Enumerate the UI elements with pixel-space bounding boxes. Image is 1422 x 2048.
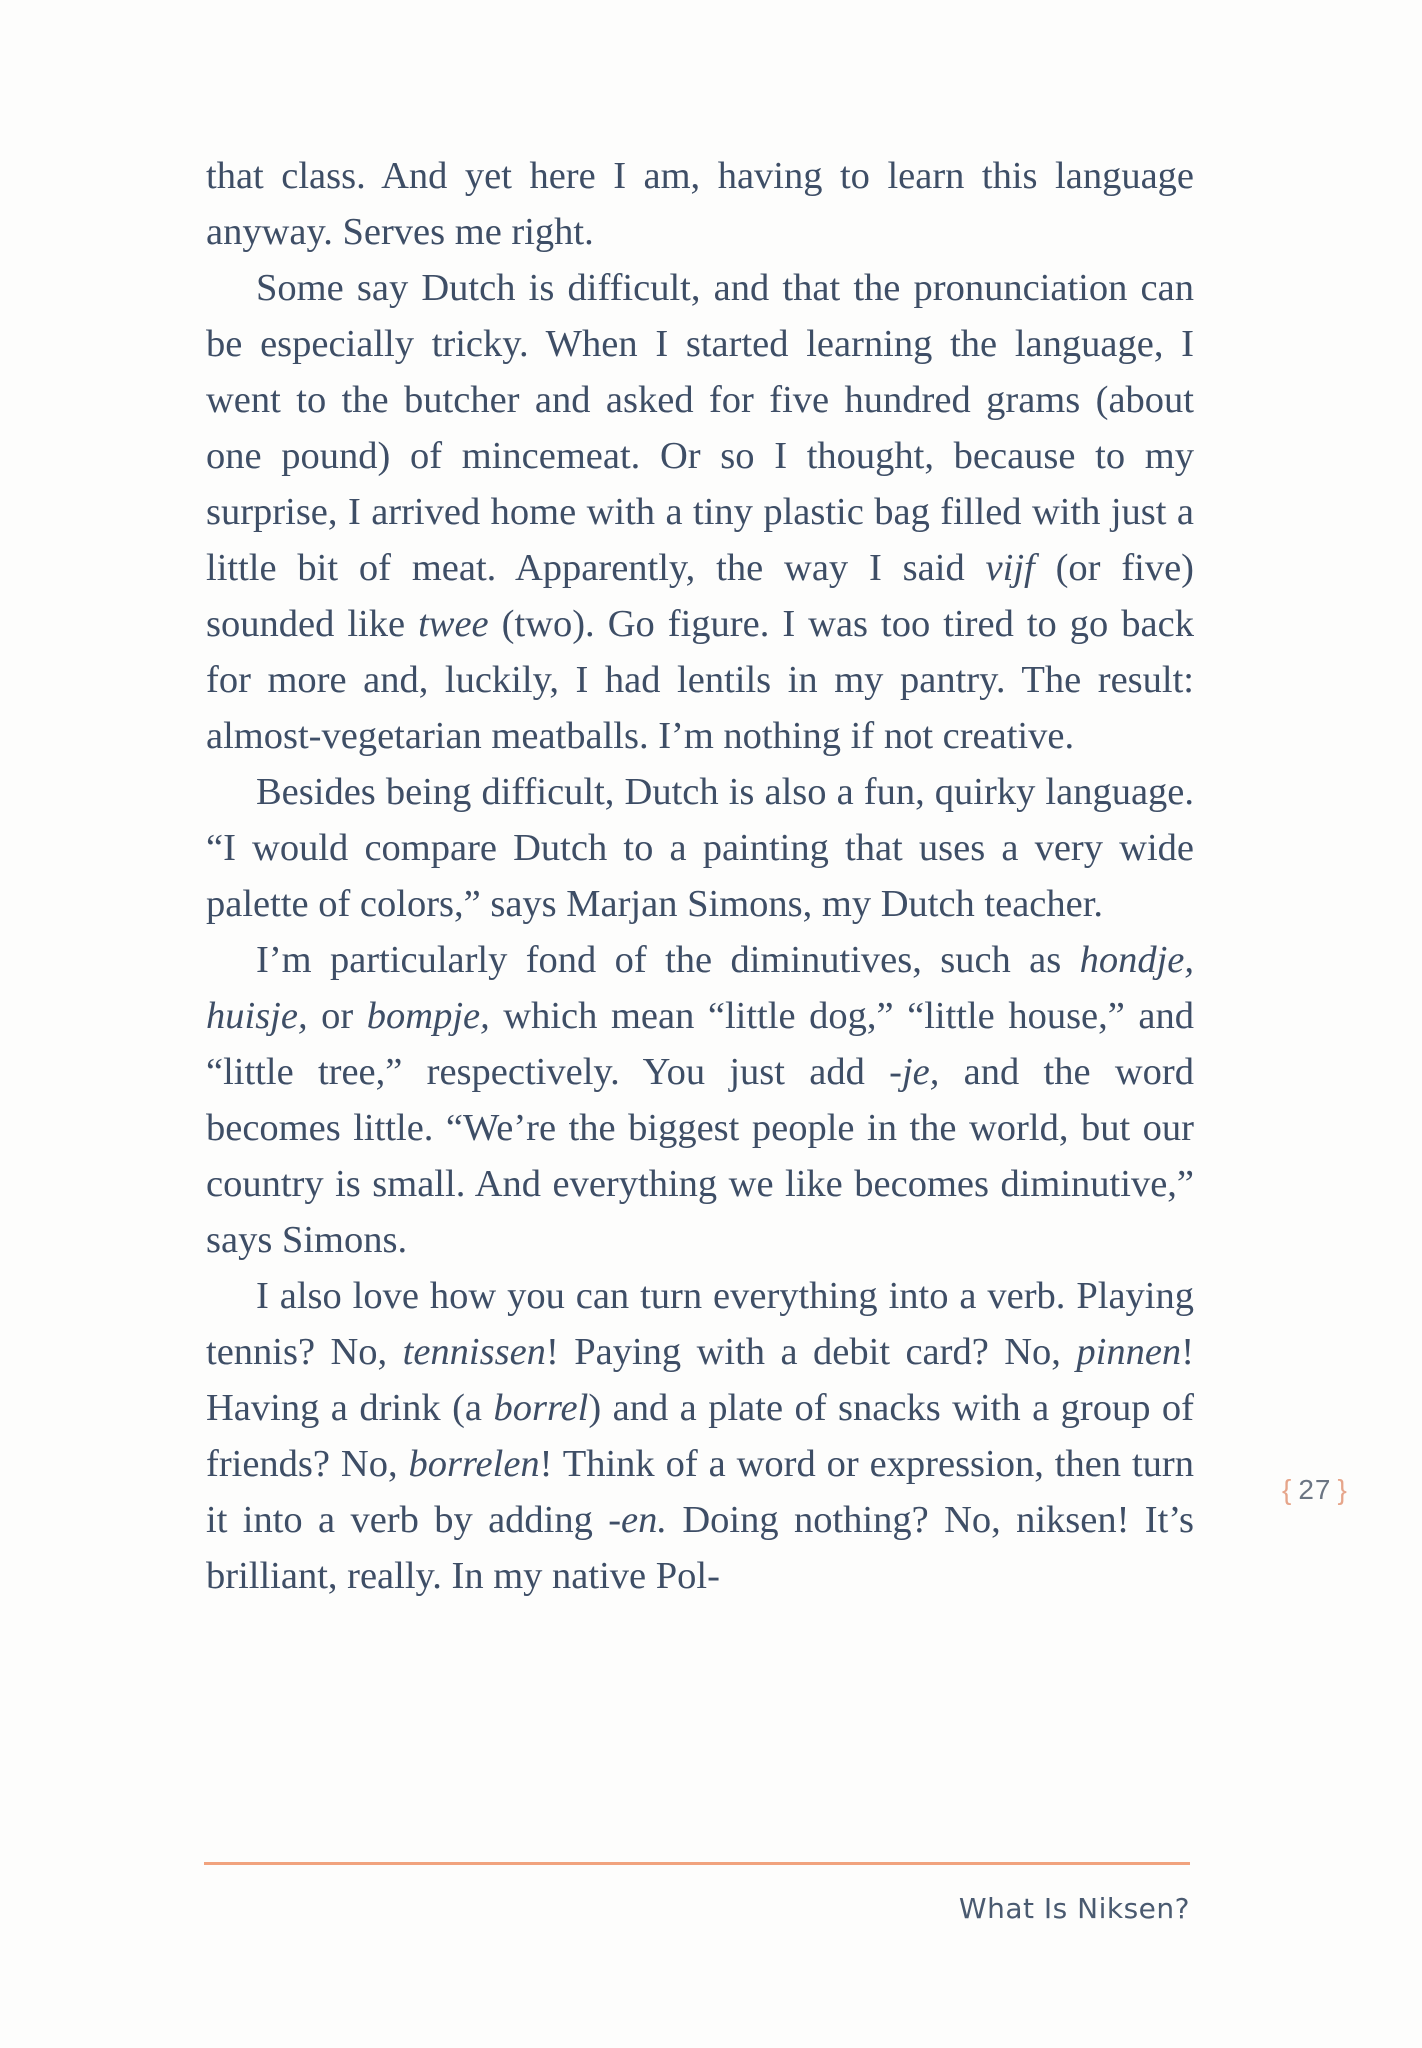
- brace-open: {: [1282, 1474, 1293, 1505]
- brace-close: }: [1337, 1474, 1348, 1505]
- paragraph-5: I also love how you can turn everything into a verb. Playing tennis? No, tennissen! Paying with a debit card? No, pinnen! Having a drink (a borrel) and a plate of snacks with a group of friends? No, borrelen! Think of a word or expression, then turn it into a verb by adding -en. Doing nothing? No, niksen! It’s brilliant, really. In my native Pol-: [206, 1275, 1195, 1597]
- italic-word: -je,: [889, 1051, 940, 1093]
- italic-word: hondje, huisje,: [206, 939, 1194, 1037]
- body-text: [206, 148, 1194, 1604]
- paragraph-4: I’m particularly fond of the diminutives, such as hondje, huisje, or bompje, which mean “little dog,” “little house,” and “little tree,” respectively. You just add -je, and the word becomes little. “We’re the biggest people in the world, but our country is small. And everything we like becomes diminutive,” says Simons.: [206, 939, 1195, 1261]
- italic-word: twee: [418, 603, 489, 645]
- italic-word: borrel: [493, 1387, 589, 1429]
- italic-word: tennissen: [402, 1331, 546, 1373]
- italic-word: vijf: [985, 547, 1035, 589]
- italic-word: -en.: [608, 1499, 668, 1541]
- footer-rule: [204, 1862, 1190, 1865]
- italic-word: borrelen: [408, 1443, 540, 1485]
- page-number-value: 27: [1298, 1474, 1332, 1505]
- italic-word: pinnen: [1076, 1331, 1182, 1373]
- paragraph-2: Some say Dutch is difficult, and that the pronunciation can be especially tricky. When I started learning the language, I went to the butcher and asked for five hundred grams (about one pound) of mincemeat. Or so I thought, because to my surprise, I arrived home with a tiny plastic bag filled with just a little bit of meat. Apparently, the way I said vijf (or five) sounded like twee (two). Go figure. I was too tired to go back for more and, luckily, I had lentils in my pantry. The result: almost-vegetarian meatballs. I’m nothing if not creative.: [206, 267, 1194, 757]
- running-footer: What Is Niksen?: [958, 1892, 1190, 1925]
- italic-word: bompje,: [366, 995, 490, 1037]
- paragraph-1: that class. And yet here I am, having to learn this language anyway. Serves me right.: [206, 155, 1194, 253]
- paragraph-3: Besides being difficult, Dutch is also a fun, quirky language. “I would compare Dutch to a painting that uses a very wide palette of colors,” says Marjan Simons, my Dutch teacher.: [206, 771, 1194, 925]
- page-number: [1276, 1474, 1354, 1506]
